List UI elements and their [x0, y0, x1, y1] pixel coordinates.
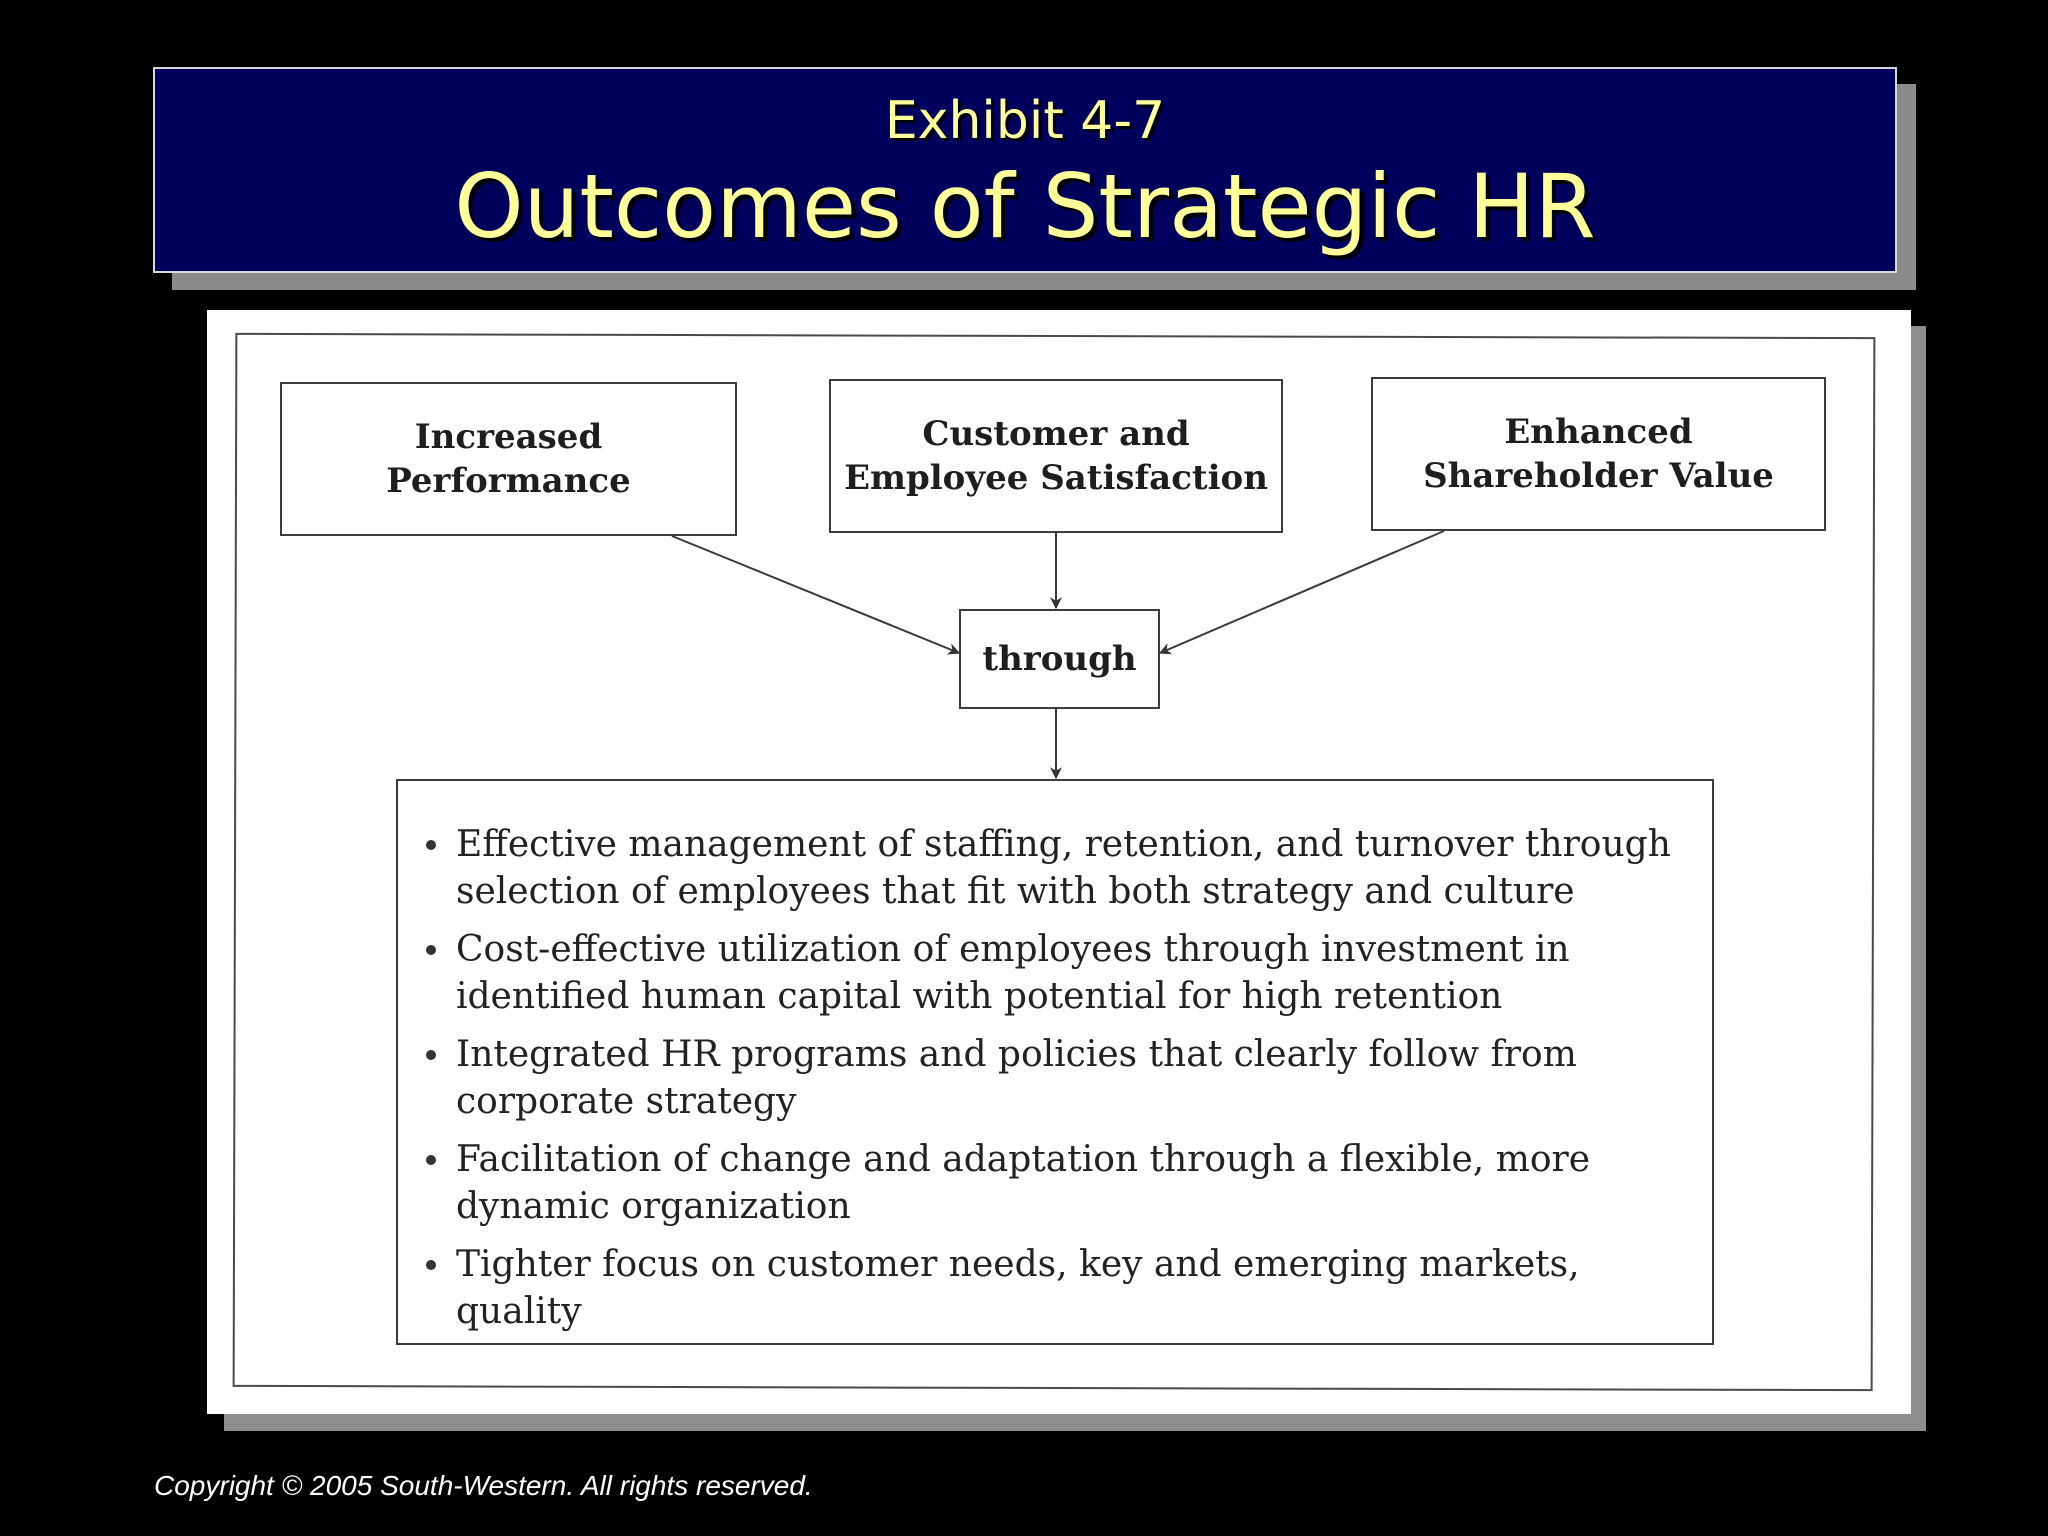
- outcome-label: Customer and Employee Satisfaction: [844, 414, 1268, 498]
- outcome-label: Enhanced Shareholder Value: [1423, 412, 1774, 496]
- diagram-panel: [207, 310, 1911, 1414]
- exhibit-label: Exhibit 4-7: [884, 91, 1166, 151]
- slide-title: Outcomes of Strategic HR: [454, 155, 1596, 258]
- title-banner: [153, 67, 1897, 273]
- list-item: Tighter focus on customer needs, key and emerging markets, quality: [424, 1241, 1682, 1335]
- through-box: [959, 609, 1160, 709]
- through-label: through: [982, 639, 1137, 679]
- list-item: Facilitation of change and adaptation through a flexible, more dynamic organization: [424, 1136, 1682, 1230]
- means-list: [424, 821, 1682, 1335]
- list-item: Effective management of staffing, retention, and turnover through selection of employees that fit with both strategy and culture: [424, 821, 1682, 915]
- means-list-box: [396, 779, 1714, 1345]
- copyright-notice: Copyright © 2005 South-Western. All rights reserved.: [154, 1470, 813, 1501]
- outcome-enhanced-shareholder-value: [1371, 377, 1826, 531]
- arrow-shareholder-to-through: [1160, 531, 1444, 653]
- outcome-increased-performance: [280, 382, 737, 536]
- outcome-customer-employee-satisfaction: [829, 379, 1283, 533]
- list-item: Cost-effective utilization of employees through investment in identified human capital with potential for high retention: [424, 926, 1682, 1020]
- list-item: Integrated HR programs and policies that clearly follow from corporate strategy: [424, 1031, 1682, 1125]
- outcome-label: Increased Performance: [386, 417, 631, 501]
- arrow-performance-to-through: [672, 536, 959, 653]
